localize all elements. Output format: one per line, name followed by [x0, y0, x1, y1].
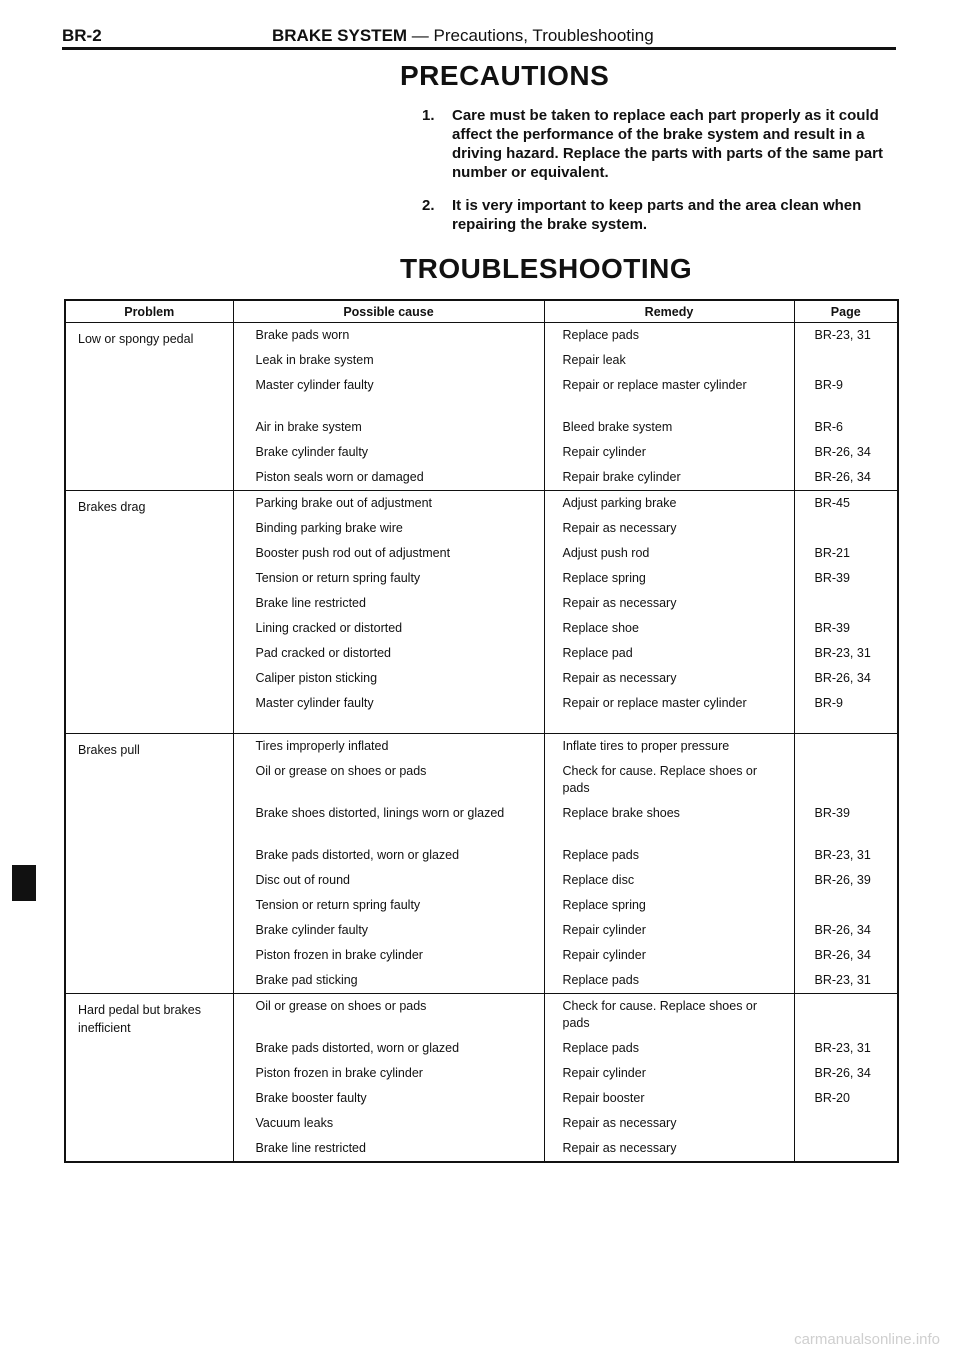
page-entry: [795, 734, 898, 759]
cause-cell: [233, 734, 544, 994]
page-entry: BR-20: [814, 1091, 850, 1105]
cause-entry: Parking brake out of adjustment: [255, 496, 432, 510]
remedy-entry: Repair cylinder: [562, 1066, 646, 1080]
page-cell: [794, 491, 898, 734]
cause-cell: [233, 994, 544, 1163]
remedy-entry: Replace pads: [562, 328, 639, 342]
column-header-page: Page: [794, 300, 898, 323]
page-entry: BR-23, 31: [814, 973, 871, 987]
cause-entry: Piston frozen in brake cylinder: [255, 1066, 423, 1080]
precautions-heading: PRECAUTIONS: [400, 60, 610, 91]
remedy-entry: Check for cause. Replace shoes or pads: [562, 764, 758, 795]
cause-entry: Binding parking brake wire: [255, 521, 403, 535]
page-entry: BR-23, 31: [814, 646, 871, 660]
page-entry: BR-26, 34: [814, 445, 871, 459]
section-subtitle: — Precautions, Troubleshooting: [407, 26, 654, 45]
table-body: [65, 323, 898, 1163]
cause-entry: Booster push rod out of adjustment: [255, 546, 451, 560]
remedy-entry: Replace pads: [562, 848, 639, 862]
remedy-entry: Replace spring: [562, 571, 646, 585]
page-entry: BR-6: [814, 420, 843, 434]
page-entry: BR-39: [814, 621, 850, 635]
cause-entry: Brake line restricted: [255, 596, 366, 610]
remedy-entry: Bleed brake system: [562, 420, 673, 434]
remedy-entry: Replace pads: [562, 1041, 639, 1055]
remedy-entry: Repair booster: [562, 1091, 645, 1105]
cause-entry: Brake line restricted: [255, 1141, 366, 1155]
page-entry: BR-23, 31: [814, 1041, 871, 1055]
page-entry: BR-9: [814, 378, 843, 392]
page-entry: [795, 759, 898, 801]
cause-entry: Brake cylinder faulty: [255, 445, 369, 459]
precautions-list: [422, 106, 898, 248]
table-row: [65, 323, 898, 491]
precaution-text: It is very important to keep parts and the area clean when repairing the brake system.: [452, 197, 862, 233]
page-entry: BR-26, 34: [814, 923, 871, 937]
cause-entry: Leak in brake system: [255, 353, 374, 367]
cause-entry: Tires improperly inflated: [255, 739, 389, 753]
cause-entry: Vacuum leaks: [255, 1116, 334, 1130]
column-header-remedy: Remedy: [544, 300, 794, 323]
remedy-cell: [544, 491, 794, 734]
page-entry: [795, 348, 898, 373]
page-entry: BR-23, 31: [814, 328, 871, 342]
table-row: [65, 734, 898, 994]
page-entry: [795, 1136, 898, 1161]
page-entry: BR-26, 34: [814, 671, 871, 685]
header-rule: [62, 47, 896, 50]
remedy-entry: Repair cylinder: [562, 948, 646, 962]
page-entry: [795, 994, 898, 1036]
cause-entry: Oil or grease on shoes or pads: [255, 999, 427, 1013]
cause-entry: Tension or return spring faulty: [255, 571, 421, 585]
cause-entry: Master cylinder faulty: [255, 696, 374, 710]
remedy-entry: Repair cylinder: [562, 923, 646, 937]
precaution-item: [422, 106, 898, 182]
remedy-entry: Replace pad: [562, 646, 633, 660]
problem-cell: Brakes pull: [65, 734, 233, 994]
remedy-entry: Repair as necessary: [562, 1141, 677, 1155]
cause-entry: Piston frozen in brake cylinder: [255, 948, 423, 962]
page-entry: [795, 516, 898, 541]
table-row: [65, 994, 898, 1163]
table-row: [65, 491, 898, 734]
cause-entry: Brake pad sticking: [255, 973, 358, 987]
page-cell: [794, 994, 898, 1163]
remedy-entry: Inflate tires to proper pressure: [562, 739, 730, 753]
remedy-entry: Replace shoe: [562, 621, 639, 635]
page-code: BR-2: [62, 26, 102, 45]
cause-entry: Master cylinder faulty: [255, 378, 374, 392]
remedy-entry: Repair brake cylinder: [562, 470, 681, 484]
page-title: [272, 26, 654, 46]
remedy-entry: Replace brake shoes: [562, 806, 680, 820]
remedy-entry: Replace pads: [562, 973, 639, 987]
page-entry: BR-23, 31: [814, 848, 871, 862]
problem-cell: Hard pedal but brakes inefficient: [65, 994, 233, 1163]
cause-entry: Brake cylinder faulty: [255, 923, 369, 937]
remedy-entry: Repair cylinder: [562, 445, 646, 459]
remedy-cell: [544, 323, 794, 491]
cause-entry: Disc out of round: [255, 873, 350, 887]
cause-entry: Lining cracked or distorted: [255, 621, 403, 635]
page-entry: BR-26, 34: [814, 948, 871, 962]
remedy-entry: Check for cause. Replace shoes or pads: [562, 999, 758, 1030]
cause-entry: Oil or grease on shoes or pads: [255, 764, 427, 778]
page-entry: BR-45: [814, 496, 850, 510]
precaution-number: 2.: [422, 197, 435, 214]
remedy-entry: Replace disc: [562, 873, 635, 887]
remedy-entry: Adjust parking brake: [562, 496, 677, 510]
precaution-item: [422, 196, 898, 234]
remedy-entry: Repair or replace master cylinder: [562, 696, 747, 710]
problem-cell: Low or spongy pedal: [65, 323, 233, 491]
cause-entry: Brake pads distorted, worn or glazed: [255, 1041, 460, 1055]
remedy-cell: [544, 734, 794, 994]
section-name: BRAKE SYSTEM: [272, 26, 408, 45]
page-entry: BR-39: [814, 571, 850, 585]
cause-entry: Tension or return spring faulty: [255, 898, 421, 912]
troubleshooting-heading: TROUBLESHOOTING: [400, 253, 693, 284]
remedy-entry: Replace spring: [562, 898, 646, 912]
cause-entry: Air in brake system: [255, 420, 362, 434]
column-header-cause: Possible cause: [233, 300, 544, 323]
cause-entry: Brake shoes distorted, linings worn or glazed: [255, 806, 505, 820]
page-entry: [795, 893, 898, 918]
page-entry: BR-26, 34: [814, 470, 871, 484]
precaution-number: 1.: [422, 107, 435, 124]
cause-entry: Caliper piston sticking: [255, 671, 378, 685]
remedy-cell: [544, 994, 794, 1163]
remedy-entry: Repair as necessary: [562, 1116, 677, 1130]
page-cell: [794, 323, 898, 491]
cause-entry: Brake booster faulty: [255, 1091, 367, 1105]
watermark-text: carmanualsonline.info: [794, 1331, 940, 1348]
section-tab-mark: [12, 865, 36, 901]
remedy-entry: Repair as necessary: [562, 596, 677, 610]
cause-cell: [233, 323, 544, 491]
remedy-entry: Repair as necessary: [562, 521, 677, 535]
column-header-problem: Problem: [65, 300, 233, 323]
cause-entry: Piston seals worn or damaged: [255, 470, 424, 484]
remedy-entry: Adjust push rod: [562, 546, 650, 560]
precaution-text: Care must be taken to replace each part properly as it could affect the performance of the brake system and result in a driving hazard. Replace the parts with parts of the same part number or equivalent.: [452, 107, 883, 181]
page-cell: [794, 734, 898, 994]
troubleshooting-table: [64, 299, 899, 1163]
page-entry: BR-26, 34: [814, 1066, 871, 1080]
page-header: [62, 26, 896, 46]
page-entry: [795, 591, 898, 616]
remedy-entry: Repair leak: [562, 353, 626, 367]
remedy-entry: Repair as necessary: [562, 671, 677, 685]
page-entry: BR-9: [814, 696, 843, 710]
remedy-entry: Repair or replace master cylinder: [562, 378, 747, 392]
cause-entry: Brake pads worn: [255, 328, 350, 342]
cause-entry: Brake pads distorted, worn or glazed: [255, 848, 460, 862]
page-entry: BR-39: [814, 806, 850, 820]
page-entry: [795, 1111, 898, 1136]
cause-entry: Pad cracked or distorted: [255, 646, 391, 660]
table-header-row: [65, 300, 898, 323]
page-entry: BR-21: [814, 546, 850, 560]
cause-cell: [233, 491, 544, 734]
problem-cell: Brakes drag: [65, 491, 233, 734]
page-entry: BR-26, 39: [814, 873, 871, 887]
